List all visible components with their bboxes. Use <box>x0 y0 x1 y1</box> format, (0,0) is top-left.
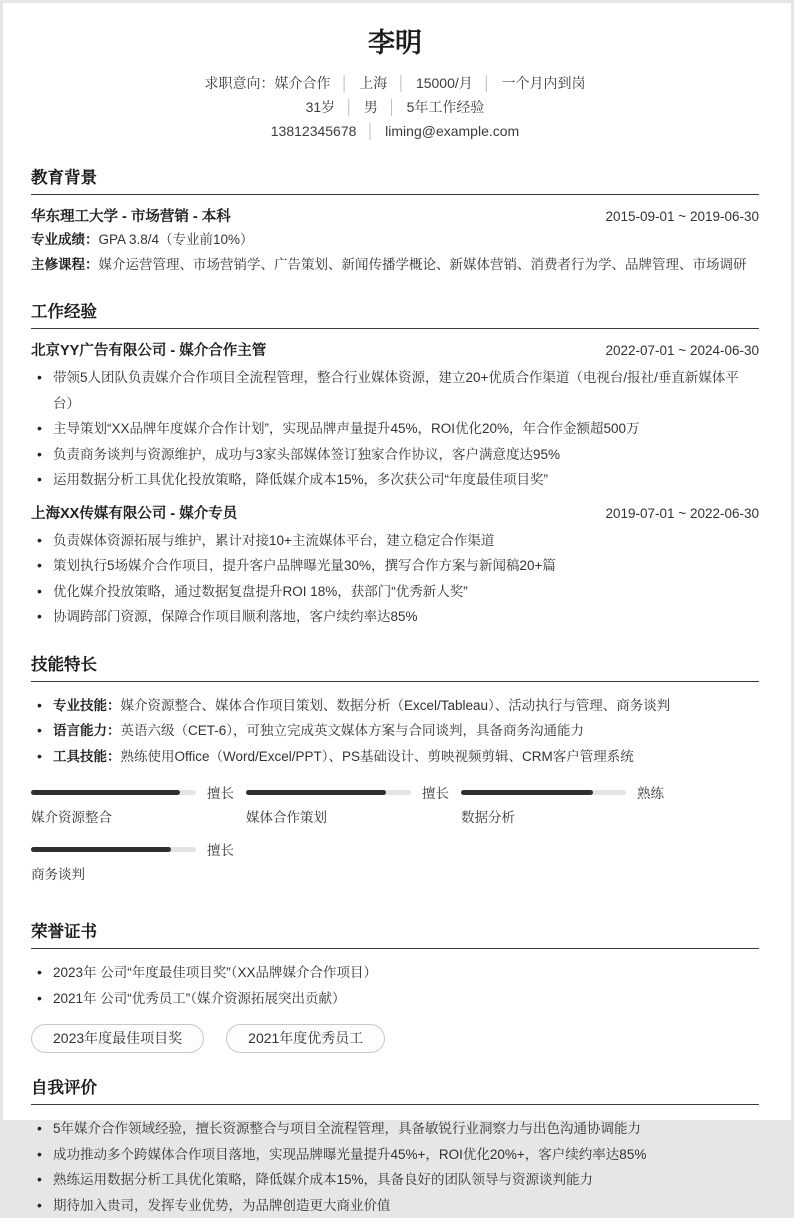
skill-label: 语言能力： <box>53 723 121 738</box>
section-evaluation <box>31 1077 759 1218</box>
skill-text: 媒介资源整合、媒体合作项目策划、数据分析（Excel/Tableau）、活动执行与管理、商务谈判 <box>121 698 671 713</box>
job-entry <box>31 503 759 630</box>
education-dates: 2015-09-01 ~ 2019-06-30 <box>606 206 760 228</box>
skill-bar-fill <box>31 847 171 852</box>
evaluation-bullet: • 成功推动多个跨媒体合作项目落地，实现品牌曝光量提升45%+，ROI优化20%+，客户续约率达85% <box>31 1142 759 1168</box>
evaluation-bullet: • 5年媒介合作领域经验，擅长资源整合与项目全流程管理，具备敏锐行业洞察力与出色沟通协调能力 <box>31 1116 759 1142</box>
skill-level: 擅长 <box>207 839 234 859</box>
evaluation-bullet: • 熟练运用数据分析工具优化策略，降低媒介成本15%，具备良好的团队领导与资源谈判能力 <box>31 1167 759 1193</box>
skill-bar-fill <box>461 790 593 795</box>
separator: │ <box>473 75 502 91</box>
intent-availability: 一个月内到岗 <box>502 75 586 91</box>
intent-label: 求职意向： <box>204 75 274 91</box>
courses-value: 媒介运营管理、市场营销学、广告策划、新闻传播学概论、新媒体营销、消费者行为学、品牌管理、市场调研 <box>99 257 747 272</box>
job-bullet: • 主导策划“XX品牌年度媒介合作计划”，实现品牌声量提升45%，ROI优化20%，年合作金额超500万 <box>31 416 759 442</box>
honor-bullet: • 2023年 公司“年度最佳项目奖”（XX品牌媒介合作项目） <box>31 960 759 986</box>
section-title-honors: 荣誉证书 <box>31 921 759 949</box>
section-skills <box>31 654 759 898</box>
skill-text: 英语六级（CET-6），可独立完成英文媒体方案与合同谈判，具备商务沟通能力 <box>121 723 585 738</box>
candidate-name: 李明 <box>31 25 759 61</box>
skill-bullet <box>31 744 759 770</box>
section-honors <box>31 921 759 1053</box>
courses-line <box>31 253 759 278</box>
job-dates: 2022-07-01 ~ 2024-06-30 <box>606 340 760 362</box>
section-experience <box>31 301 759 630</box>
job-bullet: • 优化媒介投放策略，通过数据复盘提升ROI 18%，获部门“优秀新人奖” <box>31 579 759 605</box>
job-company-title: 北京YY广告有限公司 - 媒介合作主管 <box>31 340 266 362</box>
job-company-title: 上海XX传媒有限公司 - 媒介专员 <box>31 503 237 525</box>
skill-bar <box>31 783 246 826</box>
skill-label: 工具技能： <box>53 749 121 764</box>
skill-bullet <box>31 718 759 744</box>
separator: │ <box>387 75 416 91</box>
job-bullet: • 策划执行5场媒介合作项目，提升客户品牌曝光量30%，撰写合作方案与新闻稿20+篇 <box>31 553 759 579</box>
gpa-line <box>31 228 759 253</box>
skill-bar <box>246 783 461 826</box>
skill-bar <box>461 783 676 826</box>
skill-level: 擅长 <box>422 782 449 802</box>
honor-badge: 2023年度最佳项目奖 <box>31 1024 204 1053</box>
skill-label: 专业技能： <box>53 698 121 713</box>
skill-bar-track <box>461 790 626 795</box>
honor-bullet: • 2021年 公司“优秀员工”（媒介资源拓展突出贡献） <box>31 986 759 1012</box>
section-title-evaluation: 自我评价 <box>31 1077 759 1105</box>
skill-name: 媒介资源整合 <box>31 810 246 826</box>
skill-name: 媒体合作策划 <box>246 810 461 826</box>
job-intent-line <box>31 71 759 95</box>
intent-city: 上海 <box>359 75 387 91</box>
gpa-value: GPA 3.8/4（专业前10%） <box>99 232 254 247</box>
contact-line <box>31 119 759 143</box>
section-education <box>31 167 759 277</box>
section-title-experience: 工作经验 <box>31 301 759 329</box>
skill-bar-fill <box>246 790 386 795</box>
skill-bar <box>31 840 246 883</box>
email-address: liming@example.com <box>385 123 519 139</box>
gpa-label: 专业成绩： <box>31 232 99 247</box>
skill-bar-track <box>246 790 411 795</box>
job-bullet: • 运用数据分析工具优化投放策略，降低媒介成本15%，多次获公司“年度最佳项目奖” <box>31 467 759 493</box>
job-bullet: • 负责媒体资源拓展与维护，累计对接10+主流媒体平台，建立稳定合作渠道 <box>31 528 759 554</box>
honor-badges <box>31 1024 759 1053</box>
job-dates: 2019-07-01 ~ 2022-06-30 <box>606 503 760 525</box>
gender: 男 <box>364 99 378 115</box>
education-entry <box>31 206 759 228</box>
skill-bar-track <box>31 790 196 795</box>
separator: │ <box>330 75 359 91</box>
skill-bar-track <box>31 847 196 852</box>
section-title-education: 教育背景 <box>31 167 759 195</box>
job-bullet: • 协调跨部门资源，保障合作项目顺利落地，客户续约率达85% <box>31 604 759 630</box>
skill-level: 擅长 <box>207 782 234 802</box>
personal-info-line <box>31 95 759 119</box>
courses-label: 主修课程： <box>31 257 99 272</box>
job-entry <box>31 340 759 493</box>
skill-bar-fill <box>31 790 180 795</box>
skill-level: 熟练 <box>637 782 664 802</box>
section-title-skills: 技能特长 <box>31 654 759 682</box>
age: 31岁 <box>306 99 336 115</box>
job-bullet: • 负责商务谈判与资源维护，成功与3家头部媒体签订独家合作协议，客户满意度达95% <box>31 442 759 468</box>
skill-name: 数据分析 <box>461 810 676 826</box>
honor-badge: 2021年度优秀员工 <box>226 1024 385 1053</box>
resume-header <box>31 25 759 143</box>
phone-number: 13812345678 <box>271 123 357 139</box>
separator: │ <box>378 99 407 115</box>
skill-name: 商务谈判 <box>31 867 246 883</box>
skill-bullet <box>31 693 759 719</box>
resume-page <box>3 3 791 1120</box>
school-degree: 华东理工大学 - 市场营销 - 本科 <box>31 206 231 228</box>
separator: │ <box>335 99 364 115</box>
experience-years: 5年工作经验 <box>407 99 485 115</box>
skill-text: 熟练使用Office（Word/Excel/PPT）、PS基础设计、剪映视频剪辑、CRM客户管理系统 <box>121 749 634 764</box>
intent-position: 媒介合作 <box>274 75 330 91</box>
skill-bars <box>31 783 759 897</box>
separator: │ <box>356 123 385 139</box>
evaluation-bullet: • 期待加入贵司，发挥专业优势，为品牌创造更大商业价值 <box>31 1193 759 1218</box>
intent-salary: 15000/月 <box>416 75 473 91</box>
job-bullet: • 带领5人团队负责媒介合作项目全流程管理，整合行业媒体资源，建立20+优质合作渠道（电视台/报社/垂直新媒体平台） <box>31 365 759 416</box>
